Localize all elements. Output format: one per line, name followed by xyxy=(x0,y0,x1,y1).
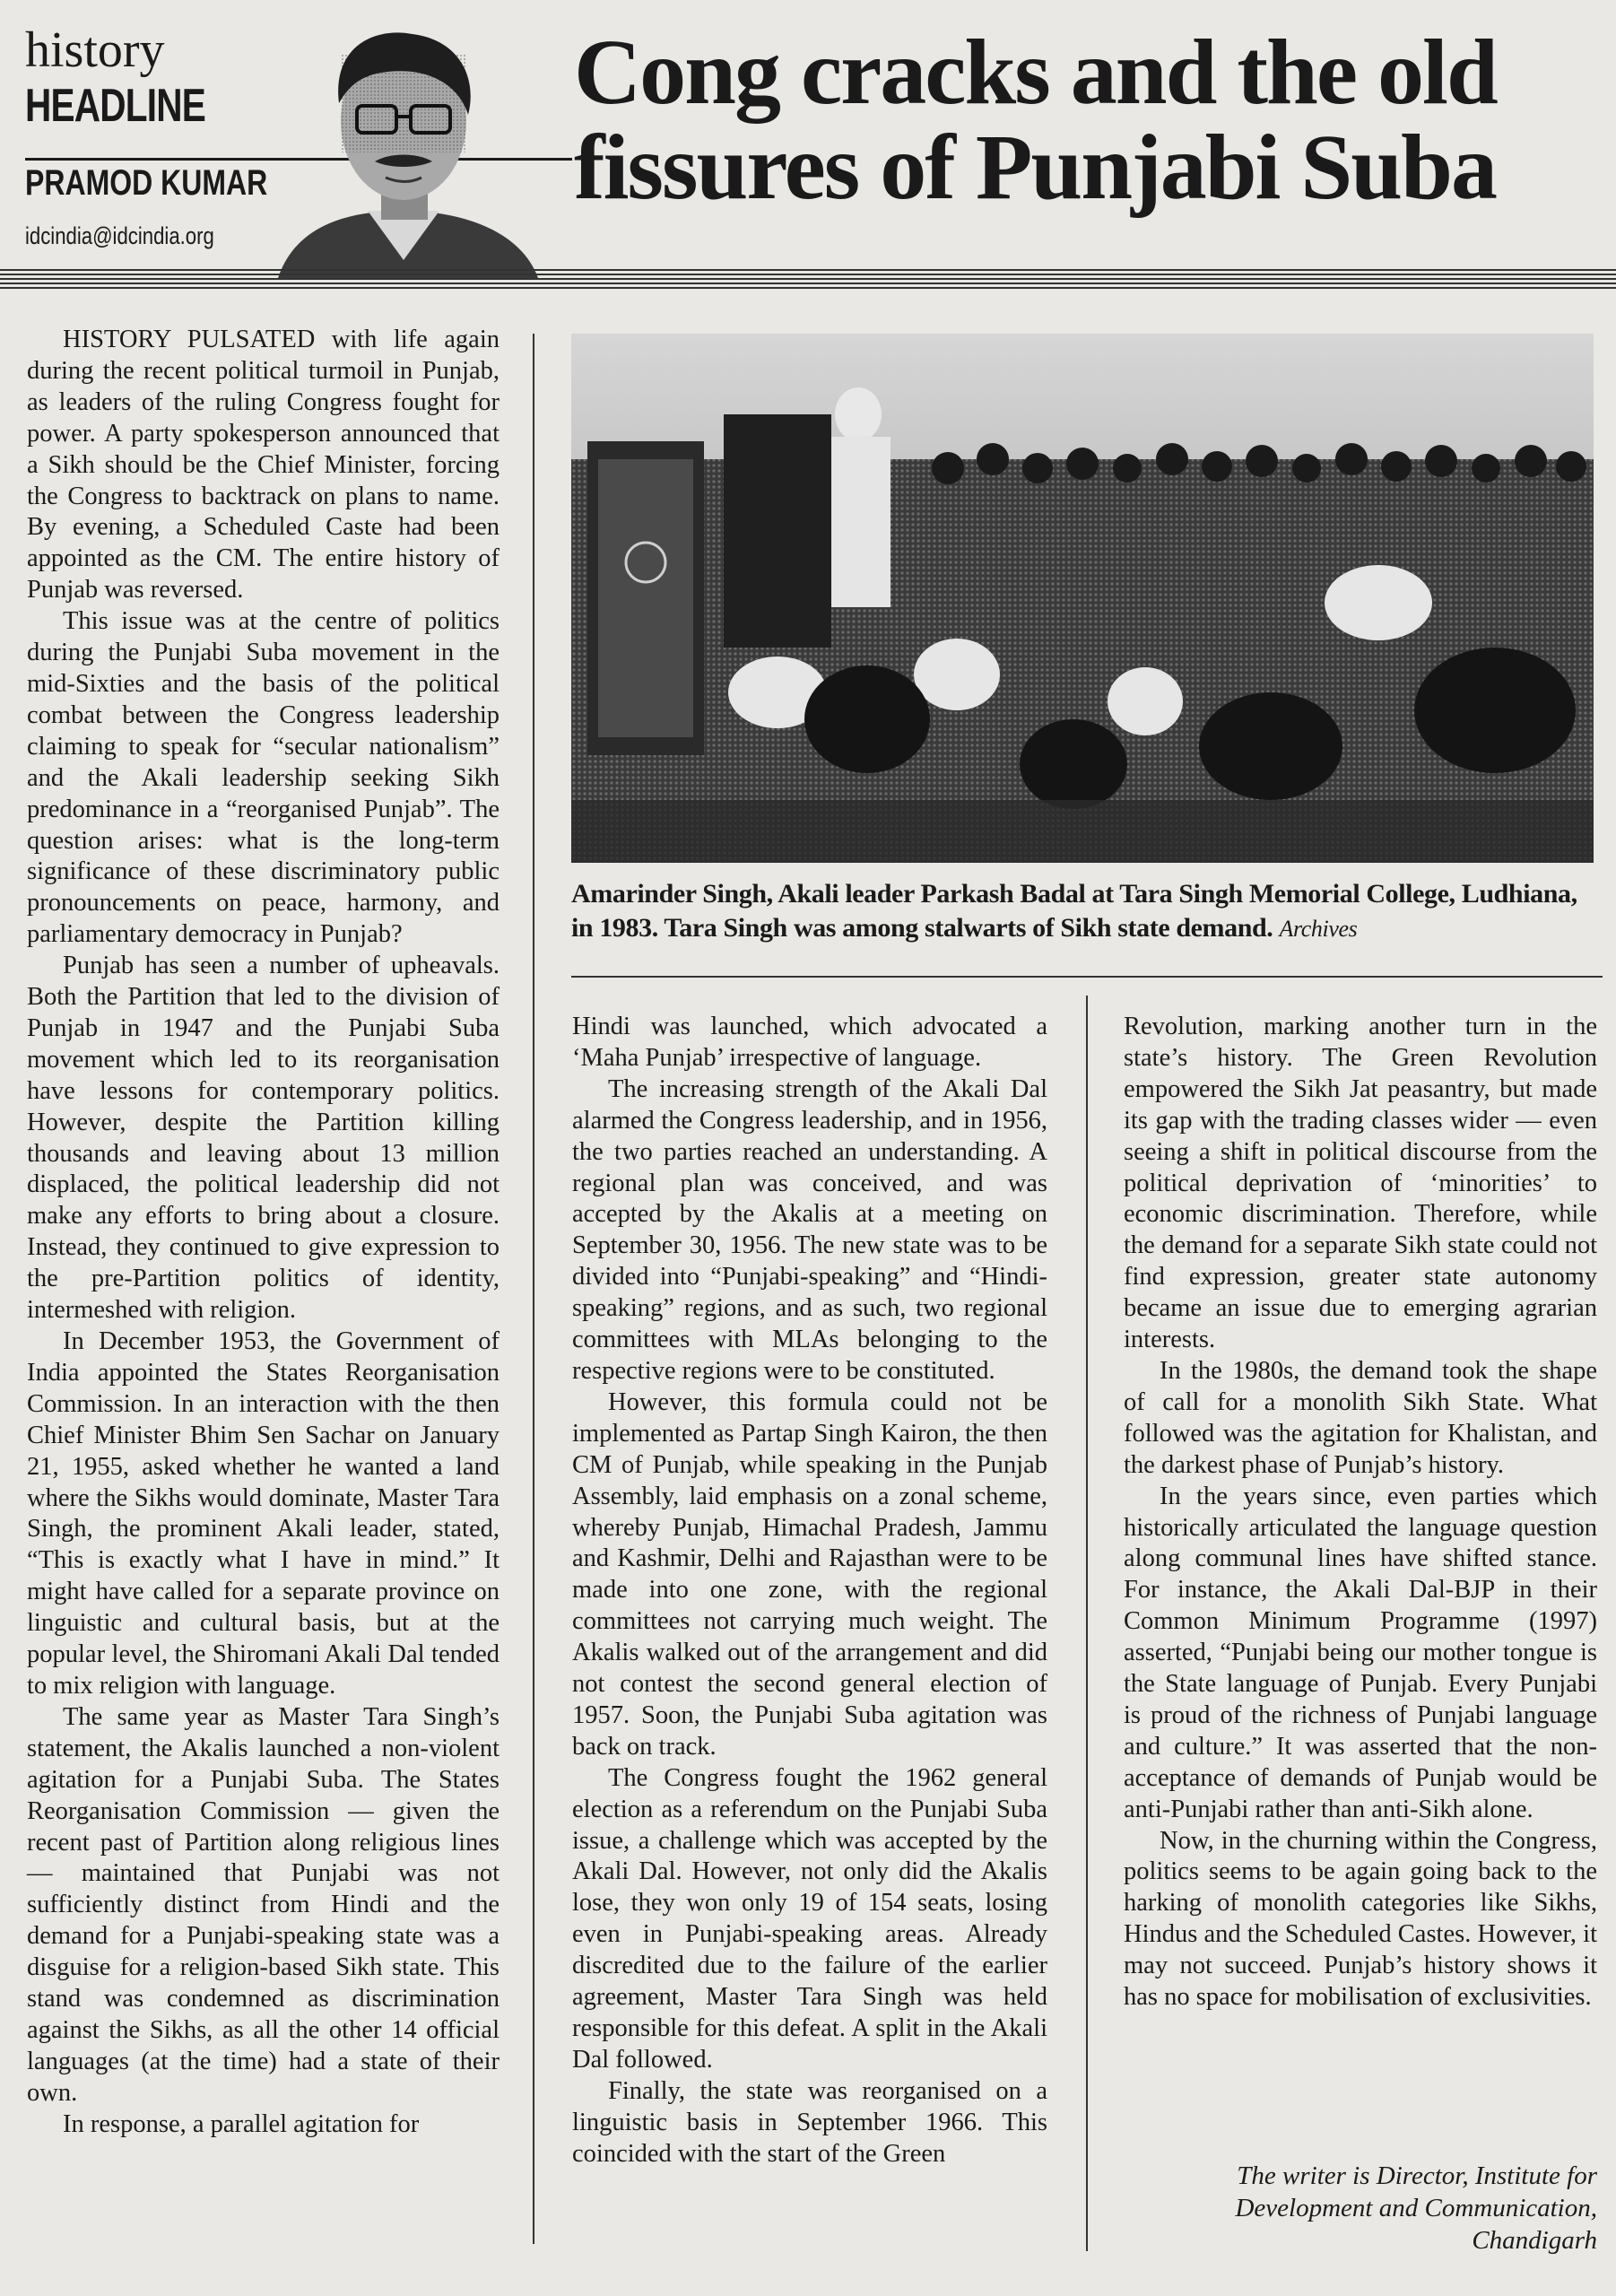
article-paragraph xyxy=(27,1702,500,2109)
article-paragraph xyxy=(1124,1012,1597,1356)
article-paragraph xyxy=(572,2076,1047,2170)
column-kicker-history: history xyxy=(25,22,165,78)
paragraph-text: Punjab has seen a number of upheavals. Both the Partition that led to the division of Punjab in 1947 and the Punjabi Suba movement which led to its reorganisation have lessons for contemporary politics. However, despite the Partition killing thousands and leaving about 13 million displaced, the political leadership did not make any efforts to bring about a closure. Instead, they continued to give expression to the pre-Partition politics of identity, intermeshed with religion. xyxy=(27,952,500,1325)
signoff-line-3: Chandigarh xyxy=(1472,2226,1597,2255)
paragraph-text: Finally, the state was reorganised on a linguistic basis in September 1966. This coincided with the start of the Green xyxy=(572,2076,1047,2168)
caption-divider xyxy=(571,976,1603,978)
paragraph-text: In the 1980s, the demand took the shape of call for a monolith Sikh State. What followed was the agitation for Khalistan, and the darkest phase of Punjab’s history. xyxy=(1124,1356,1597,1479)
paragraph-text: The increasing strength of the Akali Dal alarmed the Congress leadership, and in 1956, the two parties reached an understanding. A regional plan was conceived, and was accepted by the Akalis at a meeting on September 30, 1956. The new state was to be divided into “Punjabi-speaking” and “Hindi-speaking” regions, and as such, two regional committees with MLAs belonging to the respective regions were to be constituted. xyxy=(572,1074,1047,1385)
archive-photo-rally xyxy=(571,334,1594,863)
caption-text: Amarinder Singh, Akali leader Parkash Badal at Tara Singh Memorial College, Ludhiana, in 1983. Tara Singh was among stalwarts of Sikh state demand. xyxy=(571,879,1577,943)
article-paragraph xyxy=(572,1074,1047,1387)
article-paragraph xyxy=(1124,1482,1597,1826)
article-column-2 xyxy=(572,1012,1047,2170)
article-paragraph xyxy=(27,325,500,606)
paragraph-text: The Congress fought the 1962 general election as a referendum on the Punjabi Suba issue, a challenge which was accepted by the Akali Dal. However, not only did the Akalis lose, they won only 19 of 154 seats, losing even in Punjabi-speaking areas. Already discredited due to the failure of the earlier agreement, Master Tara Singh was held responsible for this defeat. A split in the Akali Dal followed. xyxy=(572,1763,1047,2074)
paragraph-text: The same year as Master Tara Singh’s statement, the Akalis launched a non-violent agitation for a Punjabi Suba. The States Reorganisation Commission — given the recent past of Partition along religious lines — maintained that Punjabi was not sufficiently distinct from Hindi and the demand for a Punjabi-speaking state was a disguise for a religion-based Sikh state. This stand was condemned as discrimination against the Sikhs, as all the other 14 official languages (at the time) had a state of their own. xyxy=(27,1702,500,2107)
paragraph-text: This issue was at the centre of politics during the Punjabi Suba movement in the mid-Sixties and the basis of the political combat between the Congress leadership claiming to speak for “secular nationalism” and the Akali leadership seeking Sikh predominance in a “reorganised Punjab”. The question arises: what is the long-term significance of these discriminatory public pronouncements on peace, harmony, and parliamentary democracy in Punjab? xyxy=(27,607,500,949)
author-signoff xyxy=(1124,2160,1597,2257)
paragraph-text: Now, in the churning within the Congress, politics seems to be again going back to the harking of monolith categories like Sikhs, Hindus and the Scheduled Castes. However, it may not succeed. Punjab’s history shows it has no space for mobilisation of exclusivities. xyxy=(1124,1826,1597,2012)
column-divider-2 xyxy=(1086,996,1088,2251)
signoff-line-1: The writer is Director, Institute for xyxy=(1237,2161,1597,2190)
article-paragraph xyxy=(1124,1826,1597,2013)
column-kicker-headline: HEADLINE xyxy=(25,80,206,132)
article-paragraph xyxy=(27,951,500,1326)
paragraph-text: with life again during the recent political turmoil in Punjab, as leaders of the ruling Congress fought for power. A party spokesperson announced that a Sikh should be the Chief Minister, forcing the Congress to backtrack on plans to name. By evening, a Scheduled Caste had been appointed as the CM. The entire history of Punjab was reversed. xyxy=(27,326,500,604)
paragraph-text: Revolution, marking another turn in the state’s history. The Green Revolution empowered the Sikh Jat peasantry, but made its gap with the trading classes wider — even seeing a shift in political discourse from the political deprivation of ‘minorities’ to economic discrimination. Therefore, while the demand for a separate Sikh state could not find expression, greater state autonomy became an issue due to emerging agrarian interests. xyxy=(1124,1013,1597,1354)
paragraph-text: In response, a parallel agitation for xyxy=(63,2109,420,2138)
paragraph-text: Hindi was launched, which advocated a ‘Maha Punjab’ irrespective of language. xyxy=(572,1013,1047,1072)
paragraph-text: In December 1953, the Government of India appointed the States Reorganisation Commission. In an interaction with the then Chief Minister Bhim Sen Sachar on January 21, 1955, asked whether he wanted a land where the Sikhs would dominate, Master Tara Singh, the prominent Akali leader, stated, “This is exactly what I have in mind.” It might have called for a separate province on linguistic and cultural basis, but at the popular level, the Shiromani Akali Dal tended to mix religion with language. xyxy=(27,1327,500,1700)
author-byline: PRAMOD KUMAR xyxy=(25,163,268,203)
author-email: idcindia@idcindia.org xyxy=(25,222,214,249)
lead-in-caps: HISTORY PULSATED xyxy=(63,326,316,353)
photo-credit: Archives xyxy=(1279,916,1358,942)
author-portrait xyxy=(269,18,538,278)
paragraph-text: However, this formula could not be implemented as Partap Singh Kairon, the then CM of Punjab, while speaking in the Punjab Assembly, laid emphasis on a zonal scheme, whereby Punjab, Himachal Pradesh, Jammu and Kashmir, Delhi and Rajasthan were to be made into one zone, with the regional committees not carrying much weight. The Akalis walked out of the arrangement and did not contest the second general election of 1957. Soon, the Punjabi Suba agitation was back on track. xyxy=(572,1387,1047,1761)
article-headline xyxy=(574,21,1596,220)
masthead-rule-band xyxy=(0,269,1616,289)
article-column-1 xyxy=(27,325,500,2141)
column-divider-1 xyxy=(533,334,534,2244)
article-paragraph xyxy=(572,1012,1047,1074)
article-paragraph xyxy=(572,1387,1047,1763)
signoff-line-2: Development and Communication, xyxy=(1235,2194,1597,2222)
article-paragraph xyxy=(572,1763,1047,2076)
article-paragraph xyxy=(27,2109,500,2141)
article-paragraph xyxy=(27,606,500,951)
article-paragraph xyxy=(27,1326,500,1702)
headline-line-2: fissures of Punjabi Suba xyxy=(574,116,1496,220)
paragraph-text: In the years since, even parties which historically articulated the language question along communal lines have shifted stance. For instance, the Akali Dal-BJP in their Common Minimum Programme (1997) asserted, “Punjabi being our mother tongue is the State language of Punjab. Every Punjabi is proud of the richness of Punjabi language and culture.” It was asserted that the non-acceptance of demands of Punjab would be anti-Punjabi rather than anti-Sikh alone. xyxy=(1124,1482,1597,1823)
article-paragraph xyxy=(1124,1356,1597,1482)
headline-line-1: Cong cracks and the old xyxy=(574,21,1497,124)
photo-caption xyxy=(571,877,1603,946)
article-column-3 xyxy=(1124,1012,1597,2013)
